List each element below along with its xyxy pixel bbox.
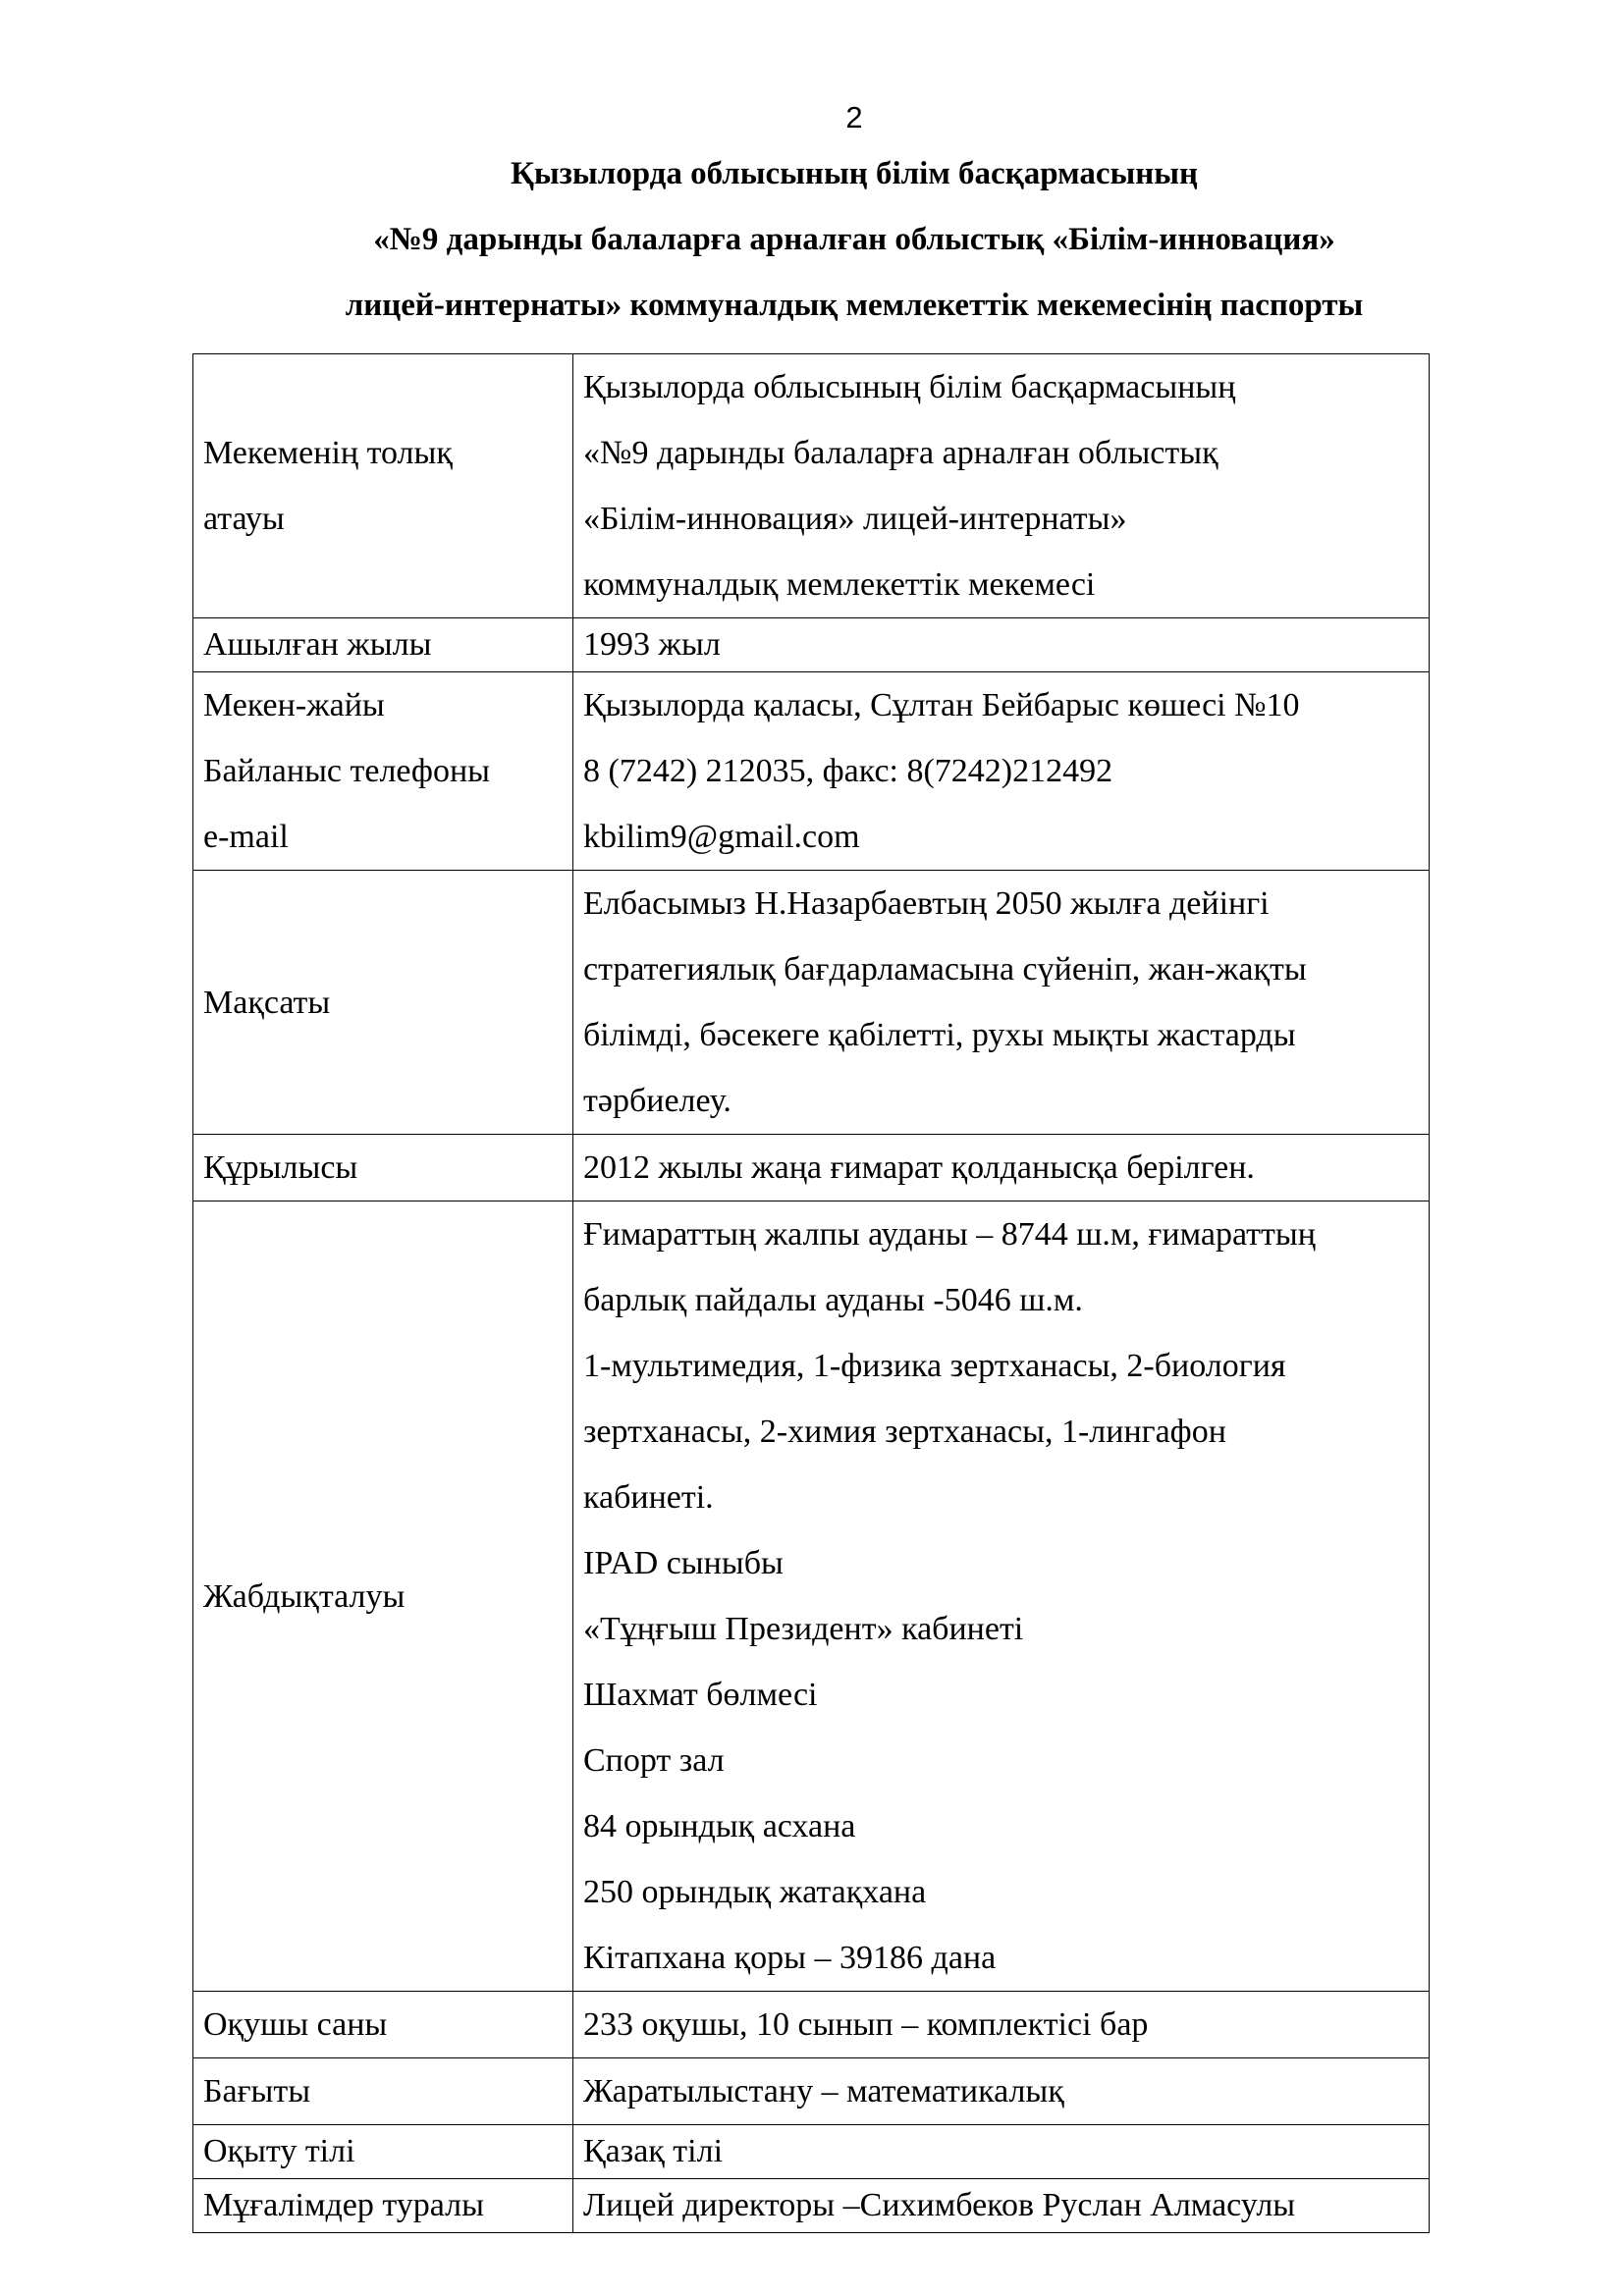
value-line: Спорт зал: [583, 1742, 725, 1779]
value-line: барлық пайдалы ауданы -5046 ш.м.: [583, 1282, 1083, 1318]
table-row-opened-year: [193, 618, 1430, 672]
value-line: білімді, бәсекеге қабілетті, рухы мықты жастарды: [583, 1017, 1296, 1053]
value-line: 84 орындық асхана: [583, 1808, 856, 1844]
row-value: [573, 1201, 1430, 1992]
table-row-language: [193, 2125, 1430, 2179]
value-line: стратегиялық бағдарламасына сүйеніп, жан-жақты: [583, 951, 1307, 988]
row-value: [573, 618, 1430, 672]
row-value: [573, 1135, 1430, 1201]
row-value: [573, 2125, 1430, 2179]
value-line: Лицей директоры –Сихимбеков Руслан Алмасулы: [583, 2187, 1296, 2223]
value-line: Жаратылыстану – математикалық: [583, 2073, 1064, 2109]
document-title: [0, 141, 1624, 339]
label-line: Мекен-жайы: [203, 687, 385, 723]
value-line: IPAD сыныбы: [583, 1545, 784, 1581]
title-line: Қызылорда облысының білім басқармасының: [510, 156, 1199, 191]
table-row-contacts: [193, 672, 1430, 871]
row-label: [193, 1201, 573, 1992]
label-line: Мұғалімдер туралы: [203, 2187, 484, 2223]
value-line: Ғимараттың жалпы ауданы – 8744 ш.м, ғимараттың: [583, 1216, 1316, 1253]
value-line: Қызылорда қаласы, Сұлтан Бейбарыс көшесі №10: [583, 687, 1300, 723]
row-label: [193, 2125, 573, 2179]
value-line: тәрбиелеу.: [583, 1083, 731, 1119]
value-line: Елбасымыз Н.Назарбаевтың 2050 жылға дейінгі: [583, 885, 1270, 922]
label-line: Оқушы саны: [203, 2006, 388, 2043]
value-line: 2012 жылы жаңа ғимарат қолданысқа берілген.: [583, 1149, 1255, 1186]
label-line: Байланыс телефоны: [203, 753, 490, 789]
label-line: e-mail: [203, 819, 289, 855]
row-label: [193, 618, 573, 672]
row-value: [573, 354, 1430, 618]
row-label: [193, 354, 573, 618]
label-line: Бағыты: [203, 2073, 311, 2109]
passport-table: [192, 353, 1430, 2233]
value-line: 8 (7242) 212035, факс: 8(7242)212492: [583, 753, 1113, 789]
value-line: Шахмат бөлмесі: [583, 1677, 818, 1713]
value-line: Кітапхана қоры – 39186 дана: [583, 1940, 997, 1976]
value-line: Қазақ тілі: [583, 2133, 724, 2169]
label-line: Оқыту тілі: [203, 2133, 355, 2169]
value-line: зертханасы, 2-химия зертханасы, 1-лингафон: [583, 1414, 1226, 1450]
table-row-full-name: [193, 354, 1430, 618]
label-line: Құрылысы: [203, 1149, 358, 1186]
table-row-students: [193, 1992, 1430, 2058]
row-label: [193, 1992, 573, 2058]
label-line: Ашылған жылы: [203, 626, 432, 663]
table-row-direction: [193, 2058, 1430, 2125]
table-row-goal: [193, 871, 1430, 1135]
value-line: 250 орындық жатақхана: [583, 1874, 927, 1910]
label-line: Мақсаты: [203, 984, 331, 1021]
row-value: [573, 2179, 1430, 2233]
row-label: [193, 672, 573, 871]
row-value: [573, 2058, 1430, 2125]
title-line: «№9 дарынды балаларға арналған облыстық «Білім-инновация»: [373, 222, 1335, 257]
value-line: «Білім-инновация» лицей-интернаты»: [583, 501, 1127, 537]
value-line: kbilim9@gmail.com: [583, 819, 860, 855]
value-line: 1-мультимедия, 1-физика зертханасы, 2-биология: [583, 1348, 1286, 1384]
label-line: Мекеменің толық: [203, 435, 453, 471]
value-line: 1993 жыл: [583, 626, 721, 663]
value-line: «№9 дарынды балаларға арналған облыстық: [583, 435, 1218, 471]
row-value: [573, 871, 1430, 1135]
label-line: Жабдықталуы: [203, 1577, 406, 1615]
value-line: Қызылорда облысының білім басқармасының: [583, 369, 1236, 405]
row-label: [193, 1135, 573, 1201]
label-line: атауы: [203, 501, 285, 537]
row-label: [193, 871, 573, 1135]
value-line: кабинеті.: [583, 1479, 714, 1516]
row-value: [573, 672, 1430, 871]
value-line: «Тұңғыш Президент» кабинеті: [583, 1611, 1024, 1647]
title-line: лицей-интернаты» коммуналдық мемлекеттік мекемесінің паспорты: [345, 288, 1364, 323]
row-value: [573, 1992, 1430, 2058]
value-line: коммуналдық мемлекеттік мекемесі: [583, 566, 1096, 603]
row-label: [193, 2179, 573, 2233]
table-row-teachers: [193, 2179, 1430, 2233]
table-row-construction: [193, 1135, 1430, 1201]
row-label: [193, 2058, 573, 2125]
table-row-equipment: [193, 1201, 1430, 1992]
page-number: 2: [845, 100, 863, 134]
value-line: 233 оқушы, 10 сынып – комплектісі бар: [583, 2006, 1149, 2043]
